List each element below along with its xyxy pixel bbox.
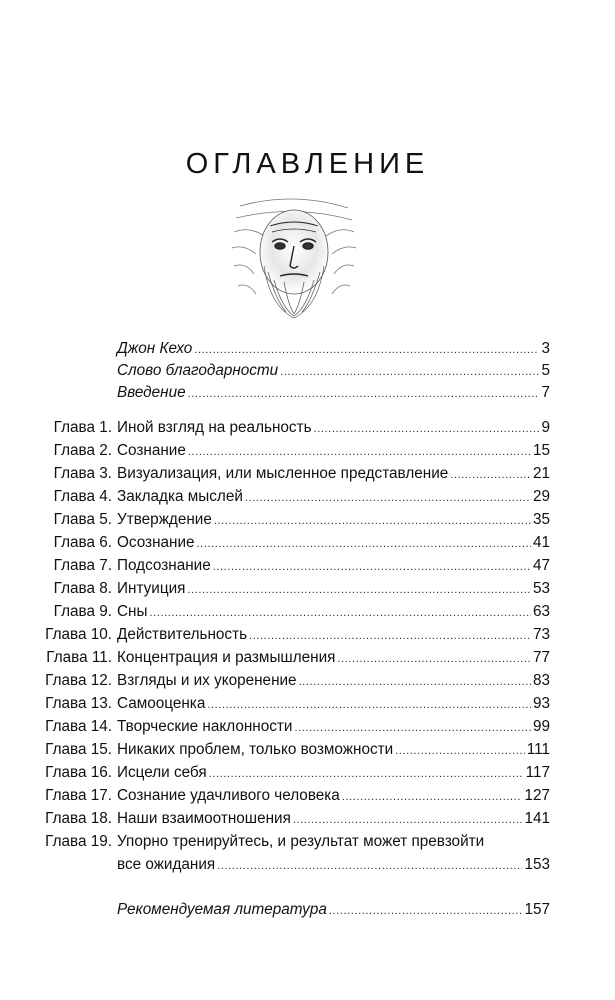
leader-dots — [314, 417, 540, 440]
leader-dots — [217, 854, 522, 877]
leader-dots — [395, 739, 525, 762]
page-number: 7 — [541, 384, 550, 401]
page-number: 15 — [532, 442, 550, 459]
chapter-label: Глава 1. — [53, 419, 112, 436]
leader-dots — [337, 647, 531, 670]
entry-title: Никаких проблем, только возможности — [117, 741, 394, 758]
page-number: 21 — [532, 465, 550, 482]
page-number: 5 — [541, 362, 550, 379]
entry-title: Наши взаимоотношения — [117, 810, 291, 827]
toc-entry-chapter-11[interactable] — [0, 647, 615, 669]
chapter-label: Глава 16. — [45, 764, 112, 781]
page-number: 117 — [525, 764, 550, 781]
toc-entry-chapter-14[interactable] — [0, 716, 615, 738]
chapter-label: Глава 14. — [45, 718, 112, 735]
chapter-label: Глава 19. — [45, 833, 112, 850]
toc-entry-chapter-19[interactable] — [0, 831, 615, 853]
toc-entry-chapter-6[interactable] — [0, 532, 615, 554]
entry-title: Взгляды и их укоренение — [117, 672, 297, 689]
leader-dots — [197, 532, 531, 555]
chapter-label: Глава 9. — [53, 603, 112, 620]
chapter-label: Глава 13. — [45, 695, 112, 712]
page-number: 47 — [532, 557, 550, 574]
page-number: 111 — [526, 741, 550, 758]
entry-title-line-1: Упорно тренируйтесь, и результат может превзойти — [117, 833, 485, 850]
leader-dots — [207, 693, 531, 716]
page-number: 83 — [532, 672, 550, 689]
toc-entry-chapter-17[interactable] — [0, 785, 615, 807]
page-number: 73 — [532, 626, 550, 643]
entry-title: Введение — [117, 384, 186, 401]
chapter-label: Глава 12. — [45, 672, 112, 689]
page-number: 41 — [532, 534, 550, 551]
leader-dots — [329, 899, 523, 922]
entry-title: Концентрация и размышления — [117, 649, 336, 666]
leader-dots — [342, 785, 523, 808]
entry-title: Иной взгляд на реальность — [117, 419, 312, 436]
entry-title-line-2: все ожидания — [117, 856, 216, 873]
chapter-label: Глава 2. — [53, 442, 112, 459]
chapter-label: Глава 11. — [46, 649, 112, 666]
entry-title: Действительность — [117, 626, 248, 643]
chapter-label: Глава 5. — [53, 511, 112, 528]
leader-dots — [245, 486, 531, 509]
entry-title: Сознание удачливого человека — [117, 787, 340, 804]
toc-entry-chapter-3[interactable] — [0, 463, 615, 485]
leader-dots — [150, 601, 531, 624]
page-number: 99 — [532, 718, 550, 735]
leader-dots — [450, 463, 531, 486]
toc-entry-chapter-2[interactable] — [0, 440, 615, 462]
toc-entry-chapter-12[interactable] — [0, 670, 615, 692]
leader-dots — [214, 509, 531, 532]
toc-entry-chapter-4[interactable] — [0, 486, 615, 508]
toc-entry-chapter-1[interactable] — [0, 417, 615, 439]
entry-title: Сознание — [117, 442, 186, 459]
toc-entry-recommended-reading[interactable] — [0, 899, 615, 921]
chapter-label: Глава 3. — [53, 465, 112, 482]
toc-entry-chapter-10[interactable] — [0, 624, 615, 646]
toc-entry-introduction[interactable] — [0, 382, 615, 404]
entry-title: Слово благодарности — [117, 362, 279, 379]
toc-entry-author[interactable] — [0, 338, 615, 360]
toc-entry-chapter-9[interactable] — [0, 601, 615, 623]
chapter-label: Глава 6. — [53, 534, 112, 551]
page-number: 3 — [541, 340, 550, 357]
leader-dots — [194, 338, 539, 361]
leader-dots — [209, 762, 524, 785]
chapter-label: Глава 8. — [53, 580, 112, 597]
entry-title: Рекомендуемая литература — [117, 901, 327, 918]
entry-title: Закладка мыслей — [117, 488, 243, 505]
page-number: 153 — [524, 856, 550, 873]
leader-dots — [293, 808, 523, 831]
leader-dots — [188, 440, 531, 463]
portrait-icon — [230, 196, 358, 320]
chapter-label: Глава 18. — [45, 810, 112, 827]
entry-title: Творческие наклонности — [117, 718, 293, 735]
toc-entry-chapter-7[interactable] — [0, 555, 615, 577]
entry-title: Утверждение — [117, 511, 212, 528]
toc-entry-acknowledgments[interactable] — [0, 360, 615, 382]
leader-dots — [294, 716, 531, 739]
entry-title: Сны — [117, 603, 148, 620]
leader-dots — [280, 360, 539, 383]
entry-title: Интуиция — [117, 580, 186, 597]
page-number: 63 — [532, 603, 550, 620]
entry-title: Самооценка — [117, 695, 206, 712]
page-number: 141 — [524, 810, 550, 827]
leader-dots — [187, 578, 531, 601]
leader-dots — [299, 670, 531, 693]
entry-title: Подсознание — [117, 557, 211, 574]
entry-title: Исцели себя — [117, 764, 207, 781]
page-number: 53 — [532, 580, 550, 597]
toc-entry-chapter-8[interactable] — [0, 578, 615, 600]
chapter-label: Глава 10. — [45, 626, 112, 643]
leader-dots — [213, 555, 531, 578]
page-number: 35 — [532, 511, 550, 528]
chapter-label: Глава 17. — [45, 787, 112, 804]
page-number: 93 — [532, 695, 550, 712]
page-number: 9 — [541, 419, 550, 436]
page-number: 77 — [532, 649, 550, 666]
toc-entry-chapter-15[interactable] — [0, 739, 615, 761]
page-number: 29 — [532, 488, 550, 505]
entry-title: Осознание — [117, 534, 195, 551]
chapter-label: Глава 7. — [53, 557, 112, 574]
toc-entry-chapter-19-continued[interactable] — [0, 854, 615, 876]
toc-entry-chapter-16[interactable] — [0, 762, 615, 784]
chapter-label: Глава 15. — [45, 741, 112, 758]
page-title: ОГЛАВЛЕНИЕ — [185, 148, 430, 180]
chapter-label: Глава 4. — [53, 488, 112, 505]
toc-entry-chapter-13[interactable] — [0, 693, 615, 715]
page-number: 157 — [524, 901, 550, 918]
toc-entry-chapter-5[interactable] — [0, 509, 615, 531]
leader-dots — [249, 624, 531, 647]
toc-entry-chapter-18[interactable] — [0, 808, 615, 830]
entry-title: Джон Кехо — [117, 340, 193, 357]
page-number: 127 — [524, 787, 550, 804]
entry-title: Визуализация, или мысленное представление — [117, 465, 449, 482]
leader-dots — [188, 382, 540, 405]
